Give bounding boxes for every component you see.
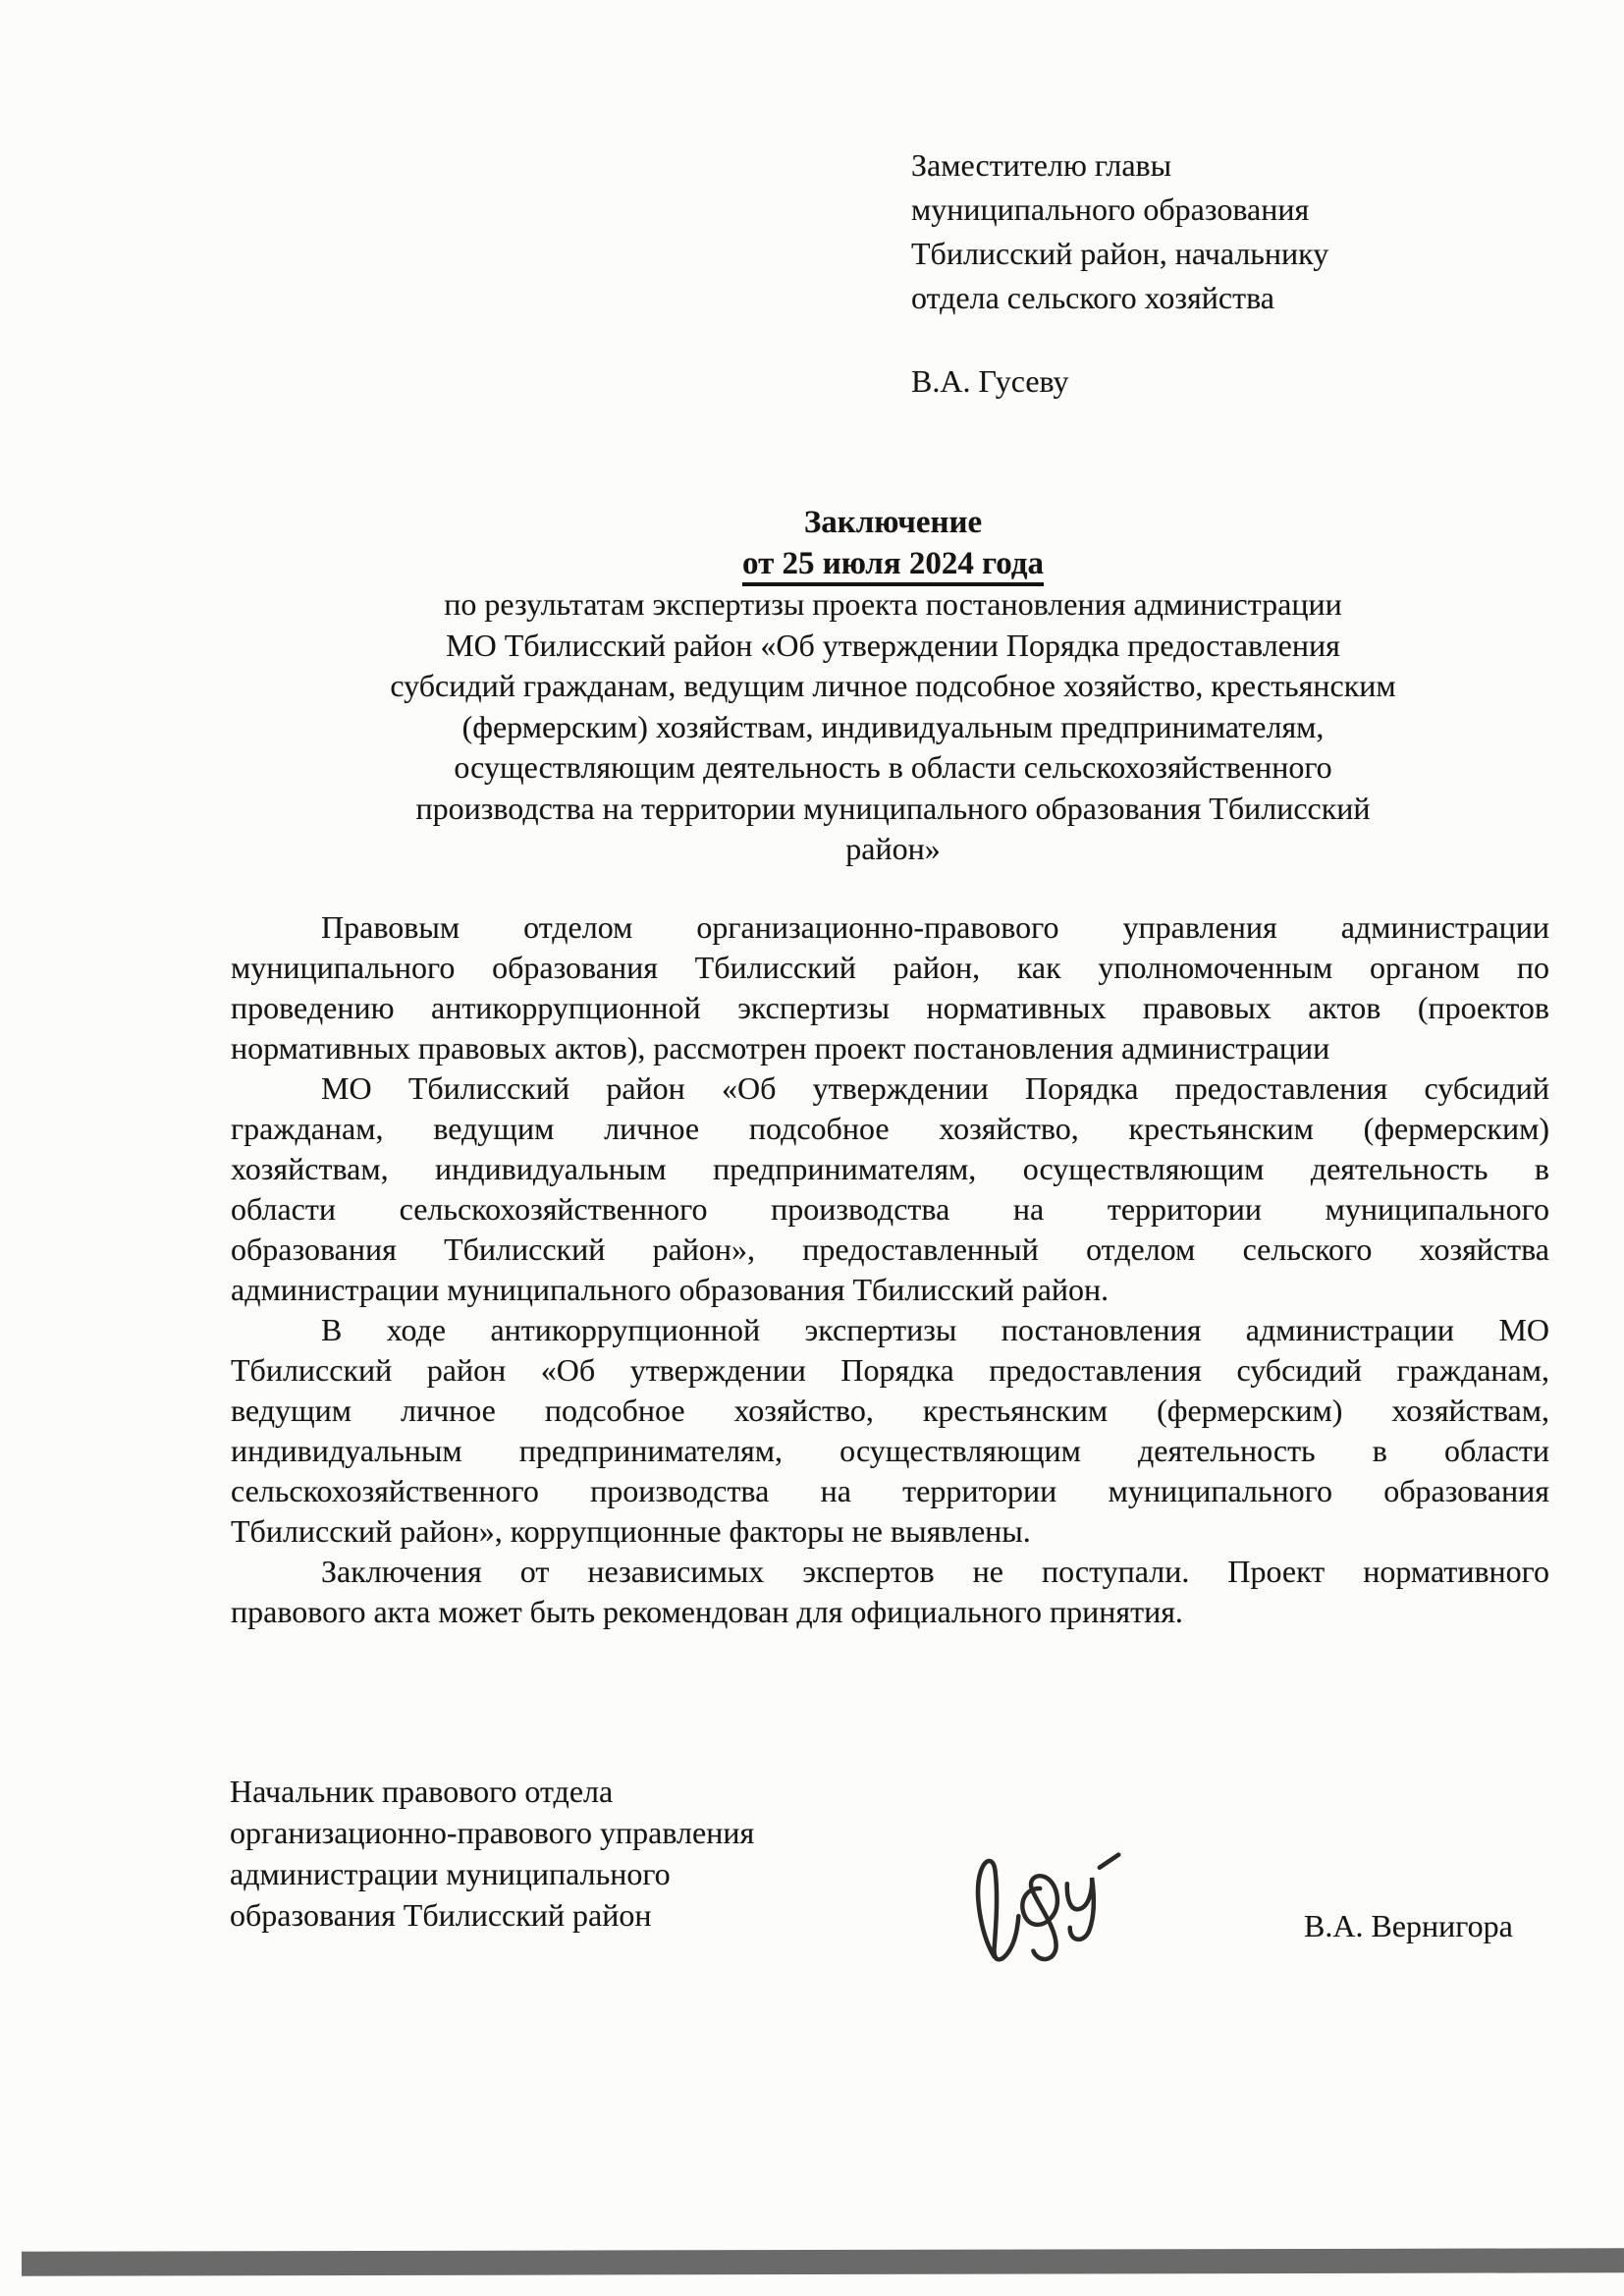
handwritten-signature bbox=[960, 1825, 1147, 1972]
paragraph bbox=[231, 907, 1549, 1068]
body-line: администрации муниципального образования Тбилисский район. bbox=[231, 1272, 1110, 1307]
addressee-line: муниципального образования bbox=[911, 191, 1310, 227]
paragraph bbox=[231, 1552, 1549, 1632]
body-line: Тбилисский район «Об утверждении Порядка предоставления субсидий гражданам, bbox=[231, 1352, 1549, 1388]
signatory-position-block bbox=[230, 1771, 754, 1936]
body-line: ведущим личное подсобное хозяйство, крестьянским (фермерским) хозяйствам, bbox=[231, 1393, 1549, 1428]
document-title: Заключение bbox=[803, 505, 983, 540]
body-line: правового акта может быть рекомендован для официального принятия. bbox=[231, 1594, 1183, 1629]
body-line: Тбилисский район», коррупционные факторы не выявлены. bbox=[231, 1513, 1031, 1549]
body-line: Правовым отделом организационно-правового управления администрации bbox=[321, 909, 1549, 945]
body-line: МО Тбилисский район «Об утверждении Порядка предоставления субсидий bbox=[321, 1070, 1549, 1106]
body-line: гражданам, ведущим личное подсобное хозяйство, крестьянским (фермерским) bbox=[231, 1111, 1549, 1146]
body-line: проведению антикоррупционной экспертизы нормативных правовых актов (проектов bbox=[231, 990, 1549, 1025]
paragraph bbox=[231, 1310, 1549, 1552]
title-subtitle-line: МО Тбилисский район «Об утверждении Порядка предоставления bbox=[446, 627, 1340, 663]
body-line: хозяйствам, индивидуальным предпринимателям, осуществляющим деятельность в bbox=[231, 1151, 1549, 1186]
title-subtitle-line: производства на территории муниципального образования Тбилисский bbox=[415, 790, 1371, 826]
signatory-position-line: образования Тбилисский район bbox=[230, 1897, 652, 1933]
body-line: индивидуальным предпринимателям, осуществляющим деятельность в области bbox=[231, 1433, 1549, 1468]
addressee-line: Заместителю главы bbox=[911, 147, 1172, 183]
signatory-name: В.А. Вернигора bbox=[1304, 1908, 1513, 1943]
body-line: области сельскохозяйственного производства на территории муниципального bbox=[231, 1191, 1549, 1227]
signatory-position-line: администрации муниципального bbox=[230, 1856, 671, 1891]
title-subtitle-line: (фермерским) хозяйствам, индивидуальным предпринимателям, bbox=[461, 708, 1325, 744]
body-line: Заключения от независимых экспертов не поступали. Проект нормативного bbox=[321, 1554, 1549, 1589]
title-subtitle-line: осуществляющим деятельность в области сельскохозяйственного bbox=[454, 749, 1332, 785]
title-subtitle-line: по результатам экспертизы проекта постановления администрации bbox=[444, 586, 1342, 622]
title-subtitle-line: район» bbox=[845, 831, 941, 866]
body-line: сельскохозяйственного производства на территории муниципального образования bbox=[231, 1473, 1549, 1508]
signatory-position-line: Начальник правового отдела bbox=[230, 1774, 614, 1809]
scanner-artifact-bar bbox=[22, 2248, 1624, 2275]
body-line: В ходе антикоррупционной экспертизы постановления администрации МО bbox=[321, 1312, 1549, 1347]
signatory-position-line: организационно-правового управления bbox=[230, 1815, 755, 1850]
addressee-block bbox=[911, 143, 1328, 320]
title-block bbox=[234, 503, 1552, 870]
document-body bbox=[231, 907, 1549, 1632]
body-line: образования Тбилисский район», предоставленный отделом сельского хозяйства bbox=[231, 1231, 1549, 1267]
title-subtitle-line: субсидий гражданам, ведущим личное подсобное хозяйство, крестьянским bbox=[390, 668, 1396, 703]
addressee-name: В.А. Гусеву bbox=[911, 363, 1069, 399]
paragraph bbox=[231, 1068, 1549, 1310]
addressee-line: Тбилисский район, начальнику bbox=[911, 236, 1329, 271]
body-line: нормативных правовых актов), рассмотрен проект постановления администрации bbox=[231, 1030, 1330, 1066]
document-date-text: от 25 июля 2024 года bbox=[742, 546, 1044, 586]
document-date bbox=[234, 544, 1552, 585]
addressee-line: отдела сельского хозяйства bbox=[911, 280, 1274, 315]
body-line: муниципального образования Тбилисский район, как уполномоченным органом по bbox=[231, 950, 1549, 985]
